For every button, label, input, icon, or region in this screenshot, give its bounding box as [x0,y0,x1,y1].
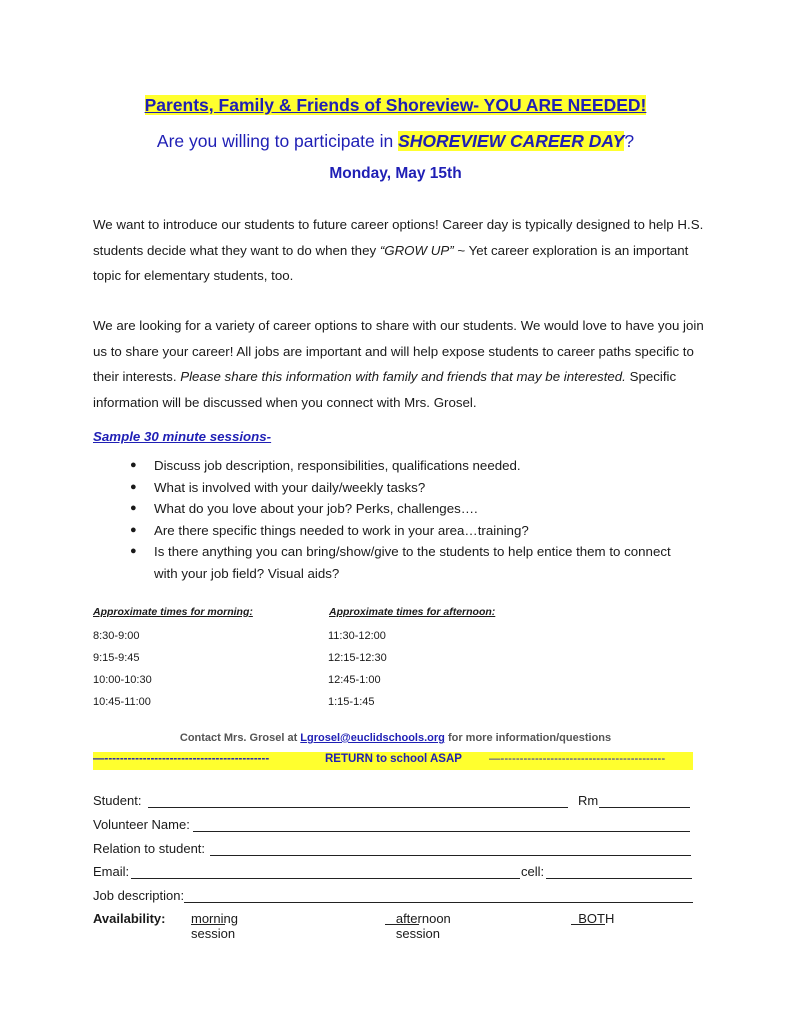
room-field[interactable] [599,807,690,808]
time-slot: 11:30-12:00 [328,630,386,642]
relation-label: Relation to student: [93,841,206,856]
cell-label: cell: [521,864,545,879]
volunteer-name-label: Volunteer Name: [93,817,190,832]
time-slot: 9:15-9:45 [93,652,140,664]
contact-email-link[interactable]: Lgrosel@euclidschools.org [300,732,445,744]
afternoon-option-label: afternoon session [395,911,451,941]
time-slot: 12:45-1:00 [328,674,381,686]
job-description-field[interactable] [184,902,693,903]
email-label: Email: [93,864,130,879]
morning-option-label: morning session [191,911,238,941]
time-slot: 10:45-11:00 [93,696,151,708]
availability-row [93,911,693,941]
contact-suffix: for more information/questions [444,732,612,744]
return-right-dashes: —------------------------------------------- [489,753,666,765]
intro-p1-text-b: ~ Yet career exploration is an important topic for elementary students, too. [93,242,689,283]
student-label: Student: [93,793,142,808]
intro-p2-text-a: We are looking for a variety of career options to share with our students. We would love to have you join us to share your career! All jobs are important and will help expose students to career paths specific to their interests. [93,318,704,384]
return-left-dashes: —------------------------------------------- [93,753,270,765]
return-label: RETURN to school ASAP [325,753,462,765]
subtitle-prefix: Are you willing to participate in [156,131,399,151]
intro-paragraph-1 [93,212,705,289]
list-item: ● Discuss job description, responsibilities, qualifications needed. [130,455,690,477]
sessions-list [130,455,690,584]
return-banner [93,752,693,770]
contact-prefix: Contact Mrs. Grosel at [179,732,301,744]
list-item: ● Is there anything you can bring/show/give to the students to help entice them to connect with your job field? Visual aids? [130,541,690,584]
job-description-label: Job description: [93,888,185,903]
rm-label: Rm [578,793,599,808]
event-date: Monday, May 15th [329,165,462,182]
afternoon-option [385,911,451,941]
availability-label: Availability: [93,911,166,926]
intro-p1-emphasis: “GROW UP” [379,242,454,258]
intro-paragraph-2 [93,313,705,415]
main-title-text: Parents, Family & Friends of Shoreview- YOU ARE NEEDED! [144,95,647,115]
time-slot: 1:15-1:45 [328,696,375,708]
list-item: ● What is involved with your daily/weekly tasks? [130,477,690,499]
main-title [0,95,791,116]
contact-line [0,732,791,744]
intro-p2-emphasis: Please share this information with family and friends that may be interested. [180,369,626,384]
time-slot: 8:30-9:00 [93,630,140,642]
afternoon-times-heading: Approximate times for afternoon: [329,606,496,618]
career-day-highlight: SHOREVIEW CAREER DAY [398,131,625,151]
list-item: ● Are there specific things needed to work in your area…training? [130,520,690,542]
intro-p2-text-b: Specific information will be discussed when you connect with Mrs. Grosel. [93,369,677,410]
morning-times-heading: Approximate times for morning: [93,606,253,618]
cell-field[interactable] [546,878,692,879]
volunteer-name-field[interactable] [193,831,690,832]
list-item: ● What do you love about your job? Perks, challenges…. [130,498,690,520]
intro-p1-text-a: We want to introduce our students to future career options! Career day is typically designed to help H.S. students decide what they want to do when they [93,217,704,258]
email-field[interactable] [131,878,520,879]
morning-times-list [93,625,152,713]
subtitle [0,131,791,152]
afternoon-times-list [328,625,387,713]
student-field[interactable] [148,807,568,808]
time-slot: 10:00-10:30 [93,674,152,686]
both-option-label: BOTH [578,911,615,926]
both-option [571,911,615,926]
subtitle-suffix: ? [624,131,635,151]
relation-field[interactable] [210,855,691,856]
time-slot: 12:15-12:30 [328,652,387,664]
sessions-heading: Sample 30 minute sessions- [93,429,272,444]
